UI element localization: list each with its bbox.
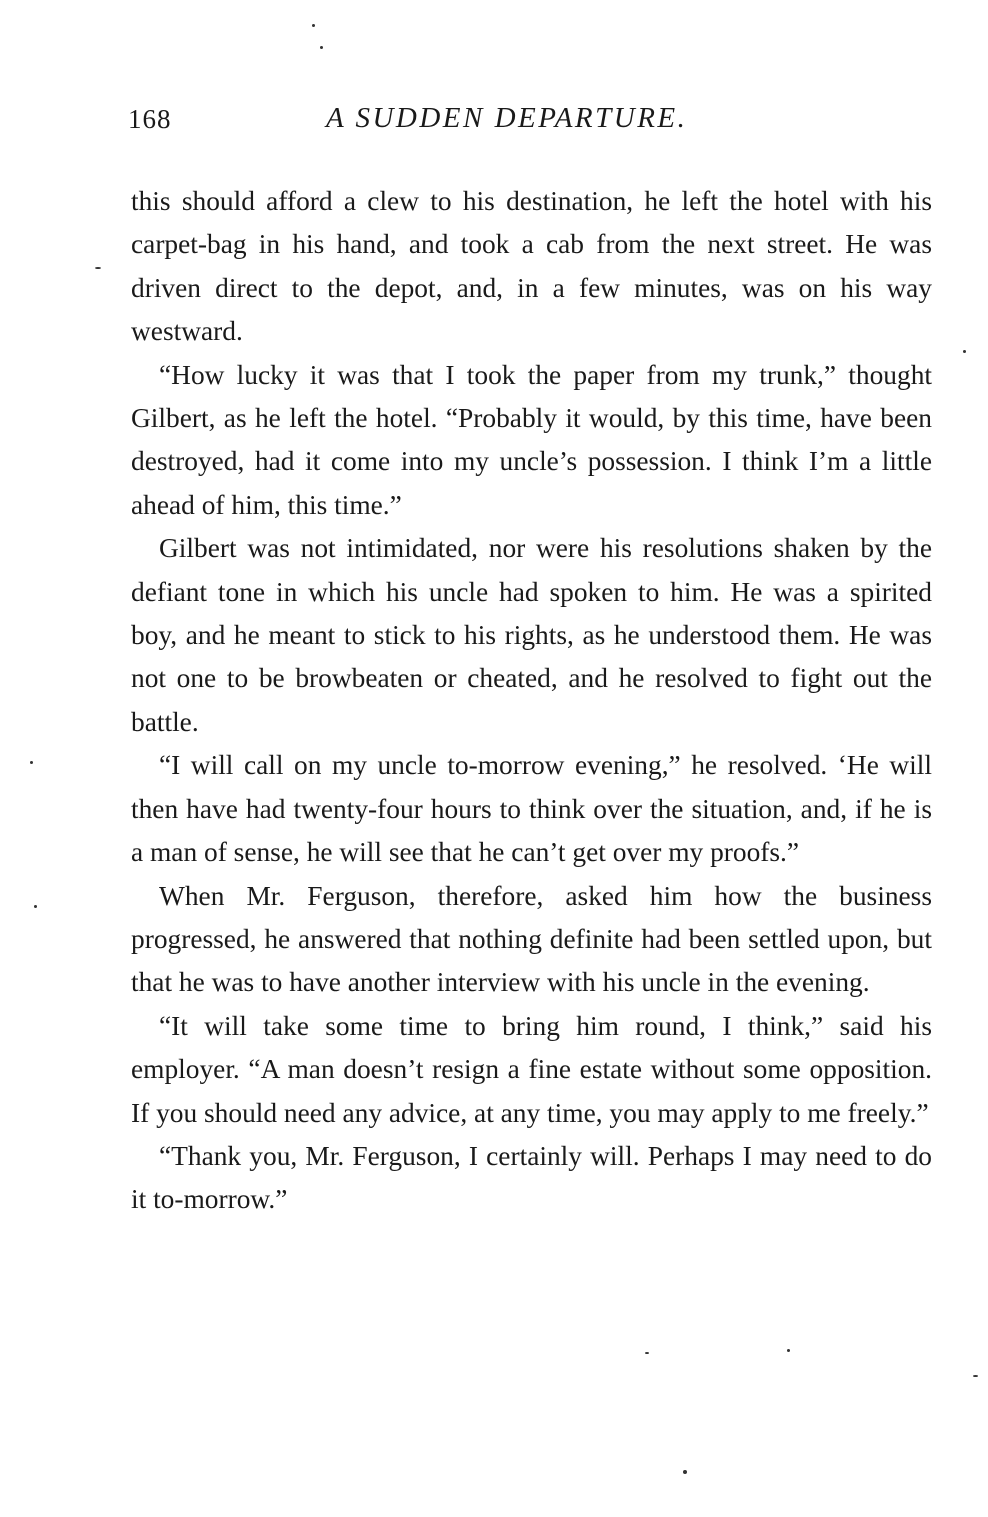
- body-text: [131, 180, 932, 1222]
- scan-speck: [95, 267, 101, 269]
- scan-speck: [963, 350, 966, 353]
- paragraph: When Mr. Ferguson, therefore, asked him how the business progressed, he answered that nothing definite had been settled upon, but that he was to have another interview with his uncle in the evening.: [131, 880, 932, 998]
- page-number: 168: [128, 104, 172, 134]
- scan-speck: [787, 1349, 790, 1352]
- scan-speck: [645, 1352, 649, 1354]
- scan-speck: [312, 24, 315, 27]
- scan-speck: [34, 905, 37, 908]
- paragraph: “It will take some time to bring him round, I think,” said his employer. “A man doesn’t resign a fine estate without some opposition. If you should need any advice, at any time, you may apply to me freely.”: [131, 1010, 932, 1128]
- page-title: A SUDDEN DEPARTURE.: [326, 102, 688, 134]
- paragraph: “I will call on my uncle to-morrow evening,” he resolved. ‘He will then have had twenty-four hours to think over the situation, and, if he is a man of sense, he will see that he can’t get over my proofs.”: [131, 750, 932, 868]
- paragraph: “Thank you, Mr. Ferguson, I certainly will. Perhaps I may need to do it to-morrow.”: [131, 1140, 932, 1215]
- paragraph: this should afford a clew to his destination, he left the hotel with his carpet-bag in his hand, and took a cab from the next street. He was driven direct to the depot, and, in a few minutes, was on his way westward.: [131, 186, 932, 347]
- scan-speck: [683, 1470, 687, 1474]
- paragraph: Gilbert was not intimidated, nor were his resolutions shaken by the defiant tone in which his uncle had spoken to him. He was a spirited boy, and he meant to stick to his rights, as he understood them. He was not one to be browbeaten or cheated, and he resolved to fight out the battle.: [131, 533, 932, 737]
- scan-speck: [973, 1375, 978, 1377]
- scan-speck: [320, 46, 323, 49]
- running-head: [128, 104, 948, 144]
- scan-speck: [30, 761, 33, 764]
- paragraph: “How lucky it was that I took the paper from my trunk,” thought Gilbert, as he left the hotel. “Probably it would, by this time, have been destroyed, had it come into my uncle’s possession. I think I’m a little ahead of him, this time.”: [131, 359, 932, 520]
